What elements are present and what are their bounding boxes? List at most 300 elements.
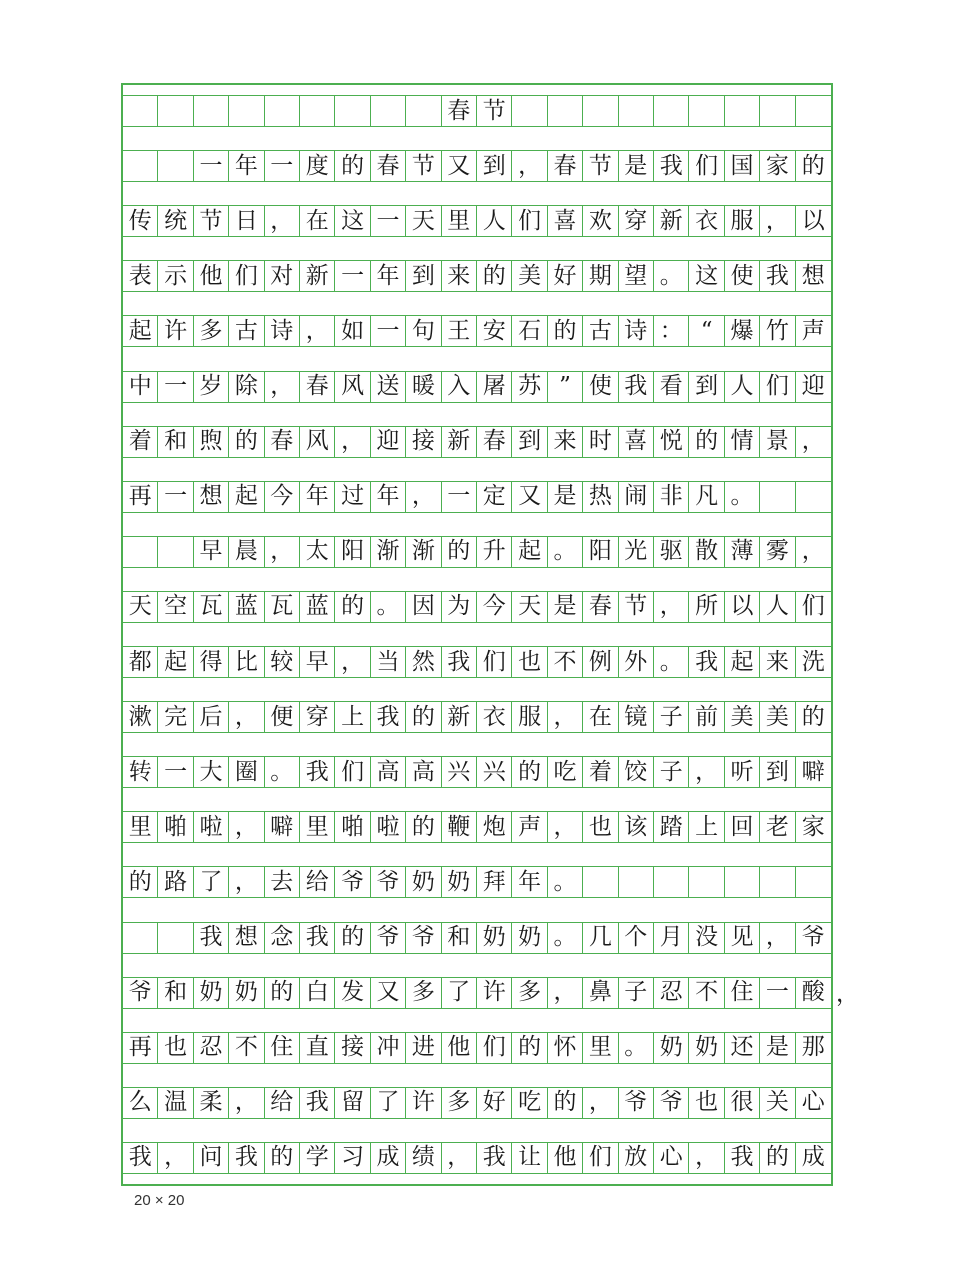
grid-cell: ， [335, 427, 370, 457]
grid-cell: 服 [512, 702, 547, 732]
grid-cell: 到 [760, 757, 795, 787]
grid-cell: 也 [583, 812, 618, 842]
grid-cell: ， [229, 1088, 264, 1118]
grid-cell: 升 [477, 537, 512, 567]
grid-cell: 到 [406, 261, 441, 291]
grid-cell: 几 [583, 923, 618, 953]
grid-cell: 煦 [194, 427, 229, 457]
grid-cell: 拜 [477, 867, 512, 897]
grid-cell: 我 [477, 1143, 512, 1173]
grid-cell: 人 [760, 592, 795, 622]
grid-cell: 当 [371, 647, 406, 677]
grid-cell: 关 [760, 1088, 795, 1118]
grid-cell: ， [229, 702, 264, 732]
grid-cell: 们 [229, 261, 264, 291]
grid-cell: 节 [619, 592, 654, 622]
grid-cell: 瓦 [265, 592, 300, 622]
grid-cell: 奶 [654, 1033, 689, 1063]
grid-cell [406, 96, 441, 126]
grid-cell: 给 [265, 1088, 300, 1118]
grid-cell: 天 [512, 592, 547, 622]
grid-cell: 喜 [548, 206, 583, 236]
grid-cell: 们 [801, 593, 825, 620]
grid-cell: 情 [725, 427, 760, 457]
grid-cell: 心 [801, 1089, 825, 1116]
grid-cell: 着 [123, 427, 158, 457]
grid-cell: 外 [619, 647, 654, 677]
grid-cell: 到 [512, 427, 547, 457]
grid-cell: 一 [760, 978, 795, 1008]
grid-row [123, 756, 831, 788]
grid-cell: ， [760, 206, 795, 236]
grid-cell: 转 [123, 757, 158, 787]
grid-cell: 了 [371, 1088, 406, 1118]
grid-cell: 一 [371, 316, 406, 346]
grid-cell: ， [300, 316, 335, 346]
grid-cell: 是 [619, 151, 654, 181]
grid-cell: 啦 [371, 812, 406, 842]
grid-row [123, 536, 831, 568]
grid-cell: 新 [300, 261, 335, 291]
grid-cell: 我 [194, 923, 229, 953]
grid-cell: 除 [229, 372, 264, 402]
grid-cell: 么 [123, 1088, 158, 1118]
grid-row [123, 481, 831, 513]
grid-cell: 。 [619, 1033, 654, 1063]
grid-row [123, 95, 831, 127]
grid-cell: 见 [725, 923, 760, 953]
grid-cell: 渐 [371, 537, 406, 567]
grid-cell: 爆 [725, 316, 760, 346]
grid-cell: 期 [583, 261, 618, 291]
grid-cell: 吃 [512, 1088, 547, 1118]
grid-cell: 没 [689, 923, 724, 953]
grid-cell: 我 [300, 1088, 335, 1118]
grid-cell: 在 [583, 702, 618, 732]
grid-cell: 迎 [801, 373, 825, 399]
grid-cell [796, 482, 831, 512]
grid-cell [512, 96, 547, 126]
grid-cell [654, 867, 689, 897]
grid-cell [796, 867, 831, 897]
grid-cell: ， [406, 482, 441, 512]
grid-cell: 住 [725, 978, 760, 1008]
grid-cell: 一 [442, 482, 477, 512]
grid-cell: 兴 [477, 757, 512, 787]
grid-cell: 日 [229, 206, 264, 236]
grid-cell: 凡 [689, 482, 724, 512]
grid-cell: 不 [229, 1033, 264, 1063]
grid-cell: 也 [689, 1088, 724, 1118]
grid-cell: 让 [512, 1143, 547, 1173]
grid-row [123, 315, 831, 347]
grid-cell: 成 [371, 1143, 406, 1173]
grid-cell: 和 [158, 978, 193, 1008]
grid-cell: 石 [512, 316, 547, 346]
grid-row [123, 1087, 831, 1119]
grid-cell: 这 [335, 206, 370, 236]
grid-cell: 新 [654, 206, 689, 236]
grid-cell: 诗 [619, 316, 654, 346]
grid-cell: 大 [194, 757, 229, 787]
grid-cell: 阳 [583, 537, 618, 567]
grid-cell: 温 [158, 1088, 193, 1118]
grid-cell: 是 [548, 592, 583, 622]
grid-cell: 爷 [371, 867, 406, 897]
grid-row [123, 1142, 831, 1174]
grid-cell: 送 [371, 372, 406, 402]
grid-cell: 和 [158, 427, 193, 457]
grid-cell: 许 [158, 316, 193, 346]
grid-cell: 光 [619, 537, 654, 567]
grid-cell: 为 [442, 592, 477, 622]
grid-cell: 和 [442, 923, 477, 953]
grid-cell: ， [654, 592, 689, 622]
grid-cell: 想 [801, 262, 825, 289]
grid-cell: 蓝 [300, 592, 335, 622]
grid-cell: 春 [265, 427, 300, 457]
grid-cell: 所 [689, 592, 724, 622]
grid-cell: 又 [442, 151, 477, 181]
grid-cell: 的 [335, 592, 370, 622]
grid-cell: 定 [477, 482, 512, 512]
grid-cell: 酸 [801, 979, 825, 1006]
grid-cell [265, 96, 300, 126]
grid-cell: 直 [300, 1033, 335, 1063]
grid-cell: 啪 [335, 812, 370, 842]
grid-cell: 的 [229, 427, 264, 457]
grid-cell: 奶 [194, 978, 229, 1008]
grid-row [123, 811, 831, 843]
grid-cell: 国 [725, 151, 760, 181]
grid-cell: 爷 [406, 923, 441, 953]
grid-cell: 的 [265, 978, 300, 1008]
grid-cell: 奶 [477, 923, 512, 953]
grid-cell: 阳 [335, 537, 370, 567]
grid-cell: 不 [548, 647, 583, 677]
grid-cell: 中 [123, 372, 158, 402]
grid-cell: 奶 [406, 867, 441, 897]
grid-cell: 是 [548, 482, 583, 512]
grid-cell: 们 [512, 206, 547, 236]
grid-cell: 天 [406, 206, 441, 236]
grid-cell: 王 [442, 316, 477, 346]
grid-cell: 再 [123, 1033, 158, 1063]
grid-cell: 想 [229, 923, 264, 953]
grid-cell: 高 [371, 757, 406, 787]
grid-cell: “ [689, 316, 724, 346]
grid-cell: 发 [335, 978, 370, 1008]
grid-cell: 散 [689, 537, 724, 567]
grid-cell: 年 [300, 482, 335, 512]
grid-cell: 镜 [619, 702, 654, 732]
grid-cell: 。 [548, 867, 583, 897]
grid-cell: 留 [335, 1088, 370, 1118]
grid-cell: 例 [583, 647, 618, 677]
grid-cell: 。 [725, 482, 760, 512]
grid-cell: ， [689, 757, 724, 787]
grid-cell: 爷 [619, 1088, 654, 1118]
grid-cell: ， [229, 867, 264, 897]
grid-cell: 上 [335, 702, 370, 732]
grid-cell: 许 [477, 978, 512, 1008]
grid-cell: 节 [194, 206, 229, 236]
grid-cell: 前 [689, 702, 724, 732]
grid-cell: 年 [371, 482, 406, 512]
grid-cell: 过 [335, 482, 370, 512]
grid-cell: 家 [801, 813, 825, 840]
grid-cell: 因 [406, 592, 441, 622]
grid-cell: 诗 [265, 316, 300, 346]
grid-cell: 个 [619, 923, 654, 953]
grid-cell: 较 [265, 647, 300, 677]
grid-cell: 使 [583, 372, 618, 402]
grid-cell: 上 [689, 812, 724, 842]
grid-cell [760, 482, 795, 512]
grid-cell: 们 [477, 647, 512, 677]
grid-cell: 的 [265, 1143, 300, 1173]
grid-cell: 啦 [194, 812, 229, 842]
grid-cell: 美 [725, 702, 760, 732]
grid-row [123, 205, 831, 237]
grid-cell: 风 [335, 372, 370, 402]
grid-cell: ： [654, 316, 689, 346]
grid-cell: 非 [654, 482, 689, 512]
grid-cell: 爷 [123, 978, 158, 1008]
grid-cell [654, 96, 689, 126]
grid-cell: 的 [512, 1033, 547, 1063]
grid-cell: 我 [442, 647, 477, 677]
grid-cell: 。 [371, 592, 406, 622]
grid-cell [760, 96, 795, 126]
grid-cell: 好 [477, 1088, 512, 1118]
grid-cell: 们 [760, 372, 795, 402]
grid-cell: 年 [512, 867, 547, 897]
grid-cell [158, 96, 193, 126]
grid-cell: 节 [477, 96, 512, 126]
grid-cell: 又 [371, 978, 406, 1008]
grid-cell: 以 [801, 207, 825, 234]
grid-cell: 望 [619, 261, 654, 291]
grid-cell: 时 [583, 427, 618, 457]
grid-cell: 的 [123, 867, 158, 897]
grid-cell: 美 [760, 702, 795, 732]
grid-cell: 该 [619, 812, 654, 842]
grid-cell: 的 [760, 1143, 795, 1173]
grid-cell: 起 [725, 647, 760, 677]
grid-cell: 今 [265, 482, 300, 512]
grid-cell: 不 [689, 978, 724, 1008]
grid-cell [158, 537, 193, 567]
grid-cell [796, 96, 831, 126]
grid-cell: 家 [760, 151, 795, 181]
grid-cell: 蓝 [229, 592, 264, 622]
grid-cell: 子 [619, 978, 654, 1008]
grid-cell: ， [548, 812, 583, 842]
grid-cell: 一 [265, 151, 300, 181]
grid-cell: 的 [548, 316, 583, 346]
grid-cell: 踏 [654, 812, 689, 842]
grid-cell: 里 [583, 1033, 618, 1063]
grid-cell: 到 [689, 372, 724, 402]
grid-cell: 的 [801, 703, 825, 730]
grid-cell: 。 [265, 757, 300, 787]
grid-cell: 便 [265, 702, 300, 732]
grid-cell: 听 [725, 757, 760, 787]
grid-cell: 进 [406, 1033, 441, 1063]
grid-cell: ， [158, 1143, 193, 1173]
grid-cell: 白 [300, 978, 335, 1008]
grid-cell [335, 96, 370, 126]
grid-cell: 我 [229, 1143, 264, 1173]
grid-cell: 了 [194, 867, 229, 897]
grid-row [123, 977, 831, 1009]
grid-cell: 也 [512, 647, 547, 677]
grid-cell: 如 [335, 316, 370, 346]
grid-cell: 欢 [583, 206, 618, 236]
grid-cell: 悦 [654, 427, 689, 457]
grid-cell: 的 [512, 757, 547, 787]
grid-cell: 起 [512, 537, 547, 567]
grid-cell: 吃 [548, 757, 583, 787]
grid-cell: 一 [335, 261, 370, 291]
grid-cell: 的 [335, 151, 370, 181]
grid-cell: 里 [442, 206, 477, 236]
grid-cell: 来 [548, 427, 583, 457]
grid-cell: 穿 [300, 702, 335, 732]
grid-cell: 月 [654, 923, 689, 953]
grid-cell: 这 [689, 261, 724, 291]
grid-size-label: 20 × 20 [134, 1192, 185, 1209]
grid-cell: 的 [477, 261, 512, 291]
grid-cell: 怀 [548, 1033, 583, 1063]
grid-cell: 的 [406, 812, 441, 842]
grid-cell: 春 [300, 372, 335, 402]
grid-cell: 来 [760, 647, 795, 677]
grid-cell: 以 [725, 592, 760, 622]
grid-cell: 句 [406, 316, 441, 346]
grid-cell: 问 [194, 1143, 229, 1173]
grid-cell: 们 [477, 1033, 512, 1063]
grid-cell: ， [442, 1143, 477, 1173]
grid-cell: 冲 [371, 1033, 406, 1063]
grid-cell: ， [801, 538, 825, 565]
grid-cell: 的 [689, 427, 724, 457]
grid-cell: 太 [300, 537, 335, 567]
grid-cell: 穿 [619, 206, 654, 236]
grid-cell: 的 [442, 537, 477, 567]
grid-cell: 圈 [229, 757, 264, 787]
grid-cell: 爷 [371, 923, 406, 953]
grid-cell [619, 867, 654, 897]
grid-cell: ， [512, 151, 547, 181]
grid-cell: 放 [619, 1143, 654, 1173]
grid-row [123, 1032, 831, 1064]
grid-cell: 衣 [477, 702, 512, 732]
grid-cell: 我 [619, 372, 654, 402]
grid-cell: 安 [477, 316, 512, 346]
grid-cell: 鞭 [442, 812, 477, 842]
grid-cell: 的 [801, 152, 825, 179]
grid-cell: ” [548, 372, 583, 402]
grid-cell: 们 [335, 757, 370, 787]
grid-cell: 到 [477, 151, 512, 181]
grid-cell [689, 867, 724, 897]
grid-cell: 迎 [371, 427, 406, 457]
grid-cell: 一 [158, 372, 193, 402]
grid-cell: 学 [300, 1143, 335, 1173]
grid-row [123, 866, 831, 898]
grid-cell: 奶 [229, 978, 264, 1008]
grid-cell: ， [335, 647, 370, 677]
grid-cell: 习 [335, 1143, 370, 1173]
grid-cell: 啪 [158, 812, 193, 842]
grid-cell: 起 [158, 647, 193, 677]
grid-cell: 美 [512, 261, 547, 291]
grid-cell: 们 [689, 151, 724, 181]
grid-cell [619, 96, 654, 126]
grid-cell: 声 [512, 812, 547, 842]
grid-cell: 绩 [406, 1143, 441, 1173]
grid-cell: 我 [300, 923, 335, 953]
grid-cell: 鼻 [583, 978, 618, 1008]
grid-cell: 苏 [512, 372, 547, 402]
grid-cell: 然 [406, 647, 441, 677]
grid-cell: 一 [194, 151, 229, 181]
grid-cell: 我 [760, 261, 795, 291]
grid-cell: 。 [654, 261, 689, 291]
grid-cell [583, 867, 618, 897]
grid-cell: 对 [265, 261, 300, 291]
composition-grid-paper [121, 83, 833, 1186]
grid-cell [158, 923, 193, 953]
grid-cell [123, 151, 158, 181]
grid-cell: 人 [477, 206, 512, 236]
grid-cell: 一 [158, 757, 193, 787]
grid-cell: 多 [406, 978, 441, 1008]
grid-cell: ， [229, 812, 264, 842]
grid-cell: ， [548, 702, 583, 732]
grid-cell: 回 [725, 812, 760, 842]
grid-cell: 使 [725, 261, 760, 291]
grid-cell [725, 96, 760, 126]
grid-cell: 早 [194, 537, 229, 567]
grid-cell: 洗 [801, 648, 825, 675]
grid-cell [123, 96, 158, 126]
grid-cell [123, 537, 158, 567]
grid-cell: 驱 [654, 537, 689, 567]
grid-row [123, 646, 831, 678]
grid-cell: 是 [760, 1033, 795, 1063]
grid-cell: 接 [406, 427, 441, 457]
grid-cell: 天 [123, 592, 158, 622]
grid-cell: 节 [406, 151, 441, 181]
grid-cell: 他 [548, 1143, 583, 1173]
grid-cell: 那 [801, 1034, 825, 1061]
grid-cell: 炮 [477, 812, 512, 842]
grid-cell: 接 [335, 1033, 370, 1063]
grid-cell: ， [801, 428, 825, 455]
grid-cell: 衣 [689, 206, 724, 236]
grid-cell: 子 [654, 702, 689, 732]
grid-cell: 奶 [689, 1033, 724, 1063]
grid-row [123, 150, 831, 182]
grid-cell: 今 [477, 592, 512, 622]
grid-cell: 起 [229, 482, 264, 512]
grid-cell: 念 [265, 923, 300, 953]
grid-cell: 后 [194, 702, 229, 732]
grid-cell: 古 [229, 316, 264, 346]
